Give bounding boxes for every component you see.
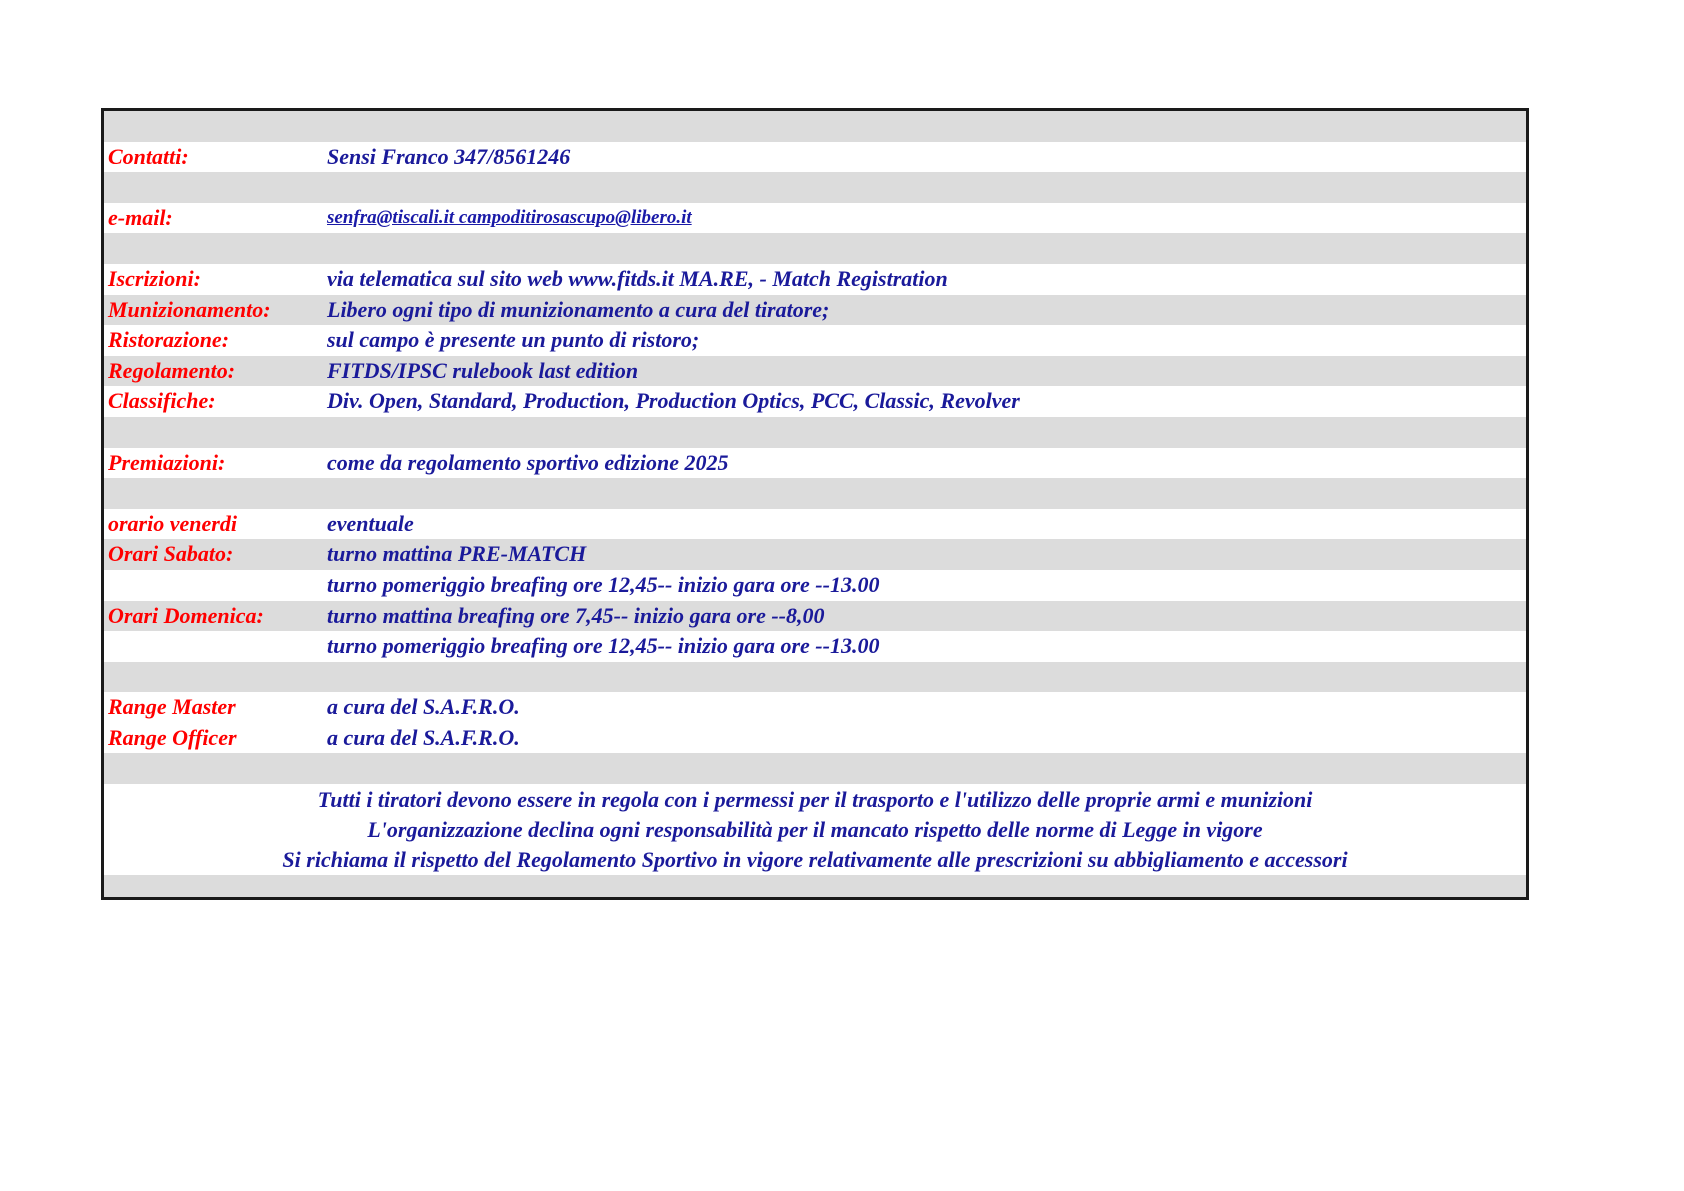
regolamento-value: FITDS/IPSC rulebook last edition <box>327 357 639 383</box>
venerdi-value: eventuale <box>327 510 414 536</box>
domenica-morning-row <box>104 601 1526 632</box>
premiazioni-row <box>104 448 1526 479</box>
regolamento-label: Regolamento: <box>108 357 236 383</box>
domenica-label: Orari Domenica: <box>108 602 264 628</box>
note-permessi: Tutti i tiratori devono essere in regola con i permessi per il trasporto e l'utilizzo delle proprie armi e munizioni <box>317 787 1313 813</box>
munizionamento-label: Munizionamento: <box>108 296 271 322</box>
spacer-row <box>104 753 1526 784</box>
range-officer-label: Range Officer <box>108 724 237 750</box>
venerdi-label: orario venerdi <box>108 510 237 536</box>
sabato-morning-value: turno mattina PRE-MATCH <box>327 541 587 567</box>
spacer-row <box>104 233 1526 264</box>
range-master-row <box>104 692 1526 723</box>
munizionamento-row <box>104 295 1526 326</box>
spacer-row <box>104 417 1526 448</box>
note-regolamento: Si richiama il rispetto del Regolamento Sportivo in vigore relativamente alle prescrizioni su abbigliamento e accessori <box>282 847 1348 873</box>
contatti-value: Sensi Franco 347/8561246 <box>327 143 571 169</box>
ristorazione-row <box>104 325 1526 356</box>
iscrizioni-label: Iscrizioni: <box>108 265 201 291</box>
regolamento-row <box>104 356 1526 387</box>
domenica-afternoon-row <box>104 631 1526 662</box>
spacer-row <box>104 478 1526 509</box>
sabato-afternoon-row <box>104 570 1526 601</box>
info-sheet <box>101 108 1529 900</box>
classifiche-value: Div. Open, Standard, Production, Production Optics, PCC, Classic, Revolver <box>327 388 1020 414</box>
spacer-row <box>104 172 1526 203</box>
range-master-label: Range Master <box>108 694 236 720</box>
range-officer-value: a cura del S.A.F.R.O. <box>327 724 520 750</box>
spacer-row <box>104 875 1526 900</box>
notes-block <box>104 784 1526 875</box>
contatti-label: Contatti: <box>108 143 189 169</box>
sabato-afternoon-value: turno pomeriggio breafing ore 12,45-- inizio gara ore --13.00 <box>327 571 880 597</box>
spacer-row <box>104 662 1526 693</box>
email-link[interactable]: senfra@tiscali.it campoditirosascupo@libero.it <box>327 206 692 228</box>
iscrizioni-value: via telematica sul sito web www.fitds.it MA.RE, - Match Registration <box>327 265 948 291</box>
domenica-morning-value: turno mattina breafing ore 7,45-- inizio gara ore --8,00 <box>327 602 825 628</box>
iscrizioni-row <box>104 264 1526 295</box>
classifiche-label: Classifiche: <box>108 388 216 414</box>
premiazioni-label: Premiazioni: <box>108 449 226 475</box>
email-label: e-mail: <box>108 204 173 230</box>
contatti-row <box>104 142 1526 173</box>
range-master-value: a cura del S.A.F.R.O. <box>327 694 520 720</box>
munizionamento-value: Libero ogni tipo di munizionamento a cura del tiratore; <box>327 296 830 322</box>
ristorazione-value: sul campo è presente un punto di ristoro; <box>327 327 700 353</box>
venerdi-row <box>104 509 1526 540</box>
ristorazione-label: Ristorazione: <box>108 327 230 353</box>
email-row <box>104 203 1526 234</box>
sabato-morning-row <box>104 539 1526 570</box>
note-responsabilita: L'organizzazione declina ogni responsabilità per il mancato rispetto delle norme di Legge in vigore <box>367 817 1263 843</box>
range-officer-row <box>104 723 1526 754</box>
sabato-label: Orari Sabato: <box>108 541 234 567</box>
domenica-afternoon-value: turno pomeriggio breafing ore 12,45-- inizio gara ore --13.00 <box>327 633 880 659</box>
premiazioni-value: come da regolamento sportivo edizione 2025 <box>327 449 729 475</box>
spacer-row <box>104 111 1526 142</box>
classifiche-row <box>104 386 1526 417</box>
